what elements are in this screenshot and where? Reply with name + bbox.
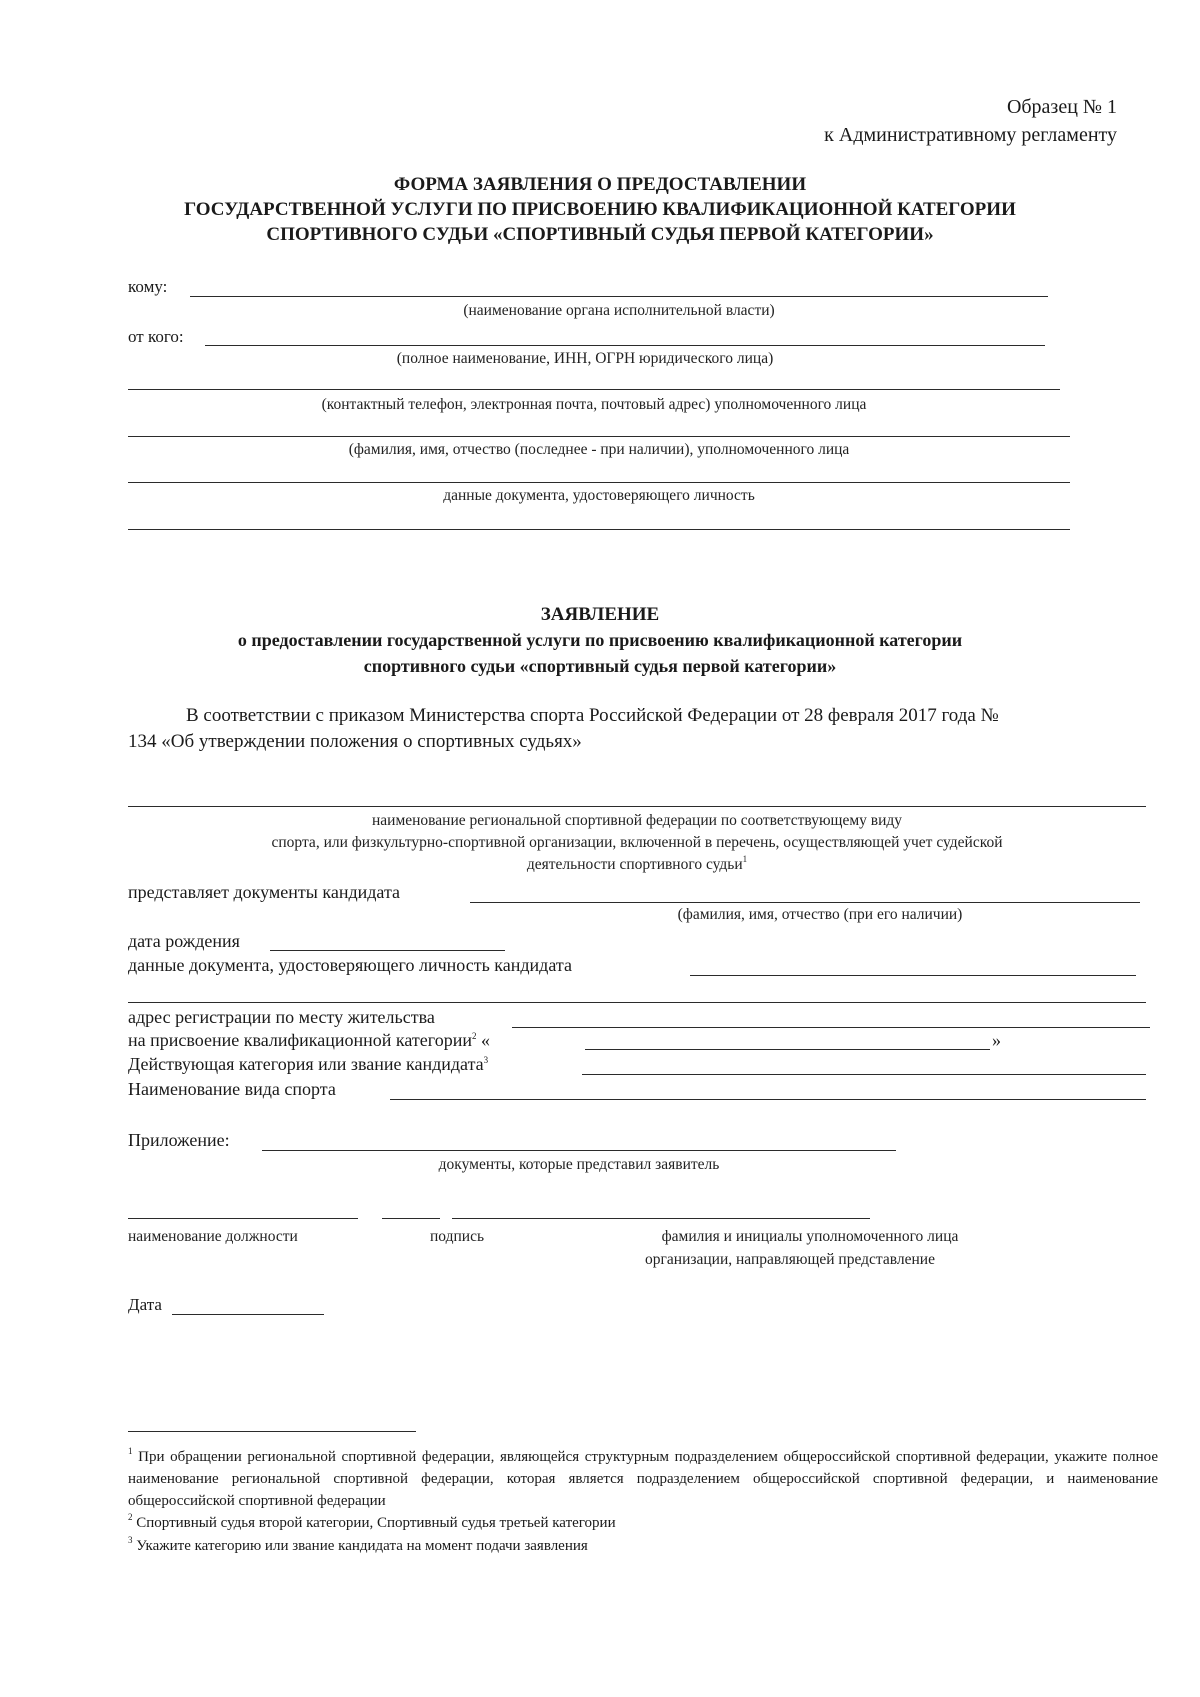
footnote-1: $^1$ При обращении региональной спортивной федерации, являющейся структурным подразделением общероссийской спортивной федерации, укажите полное наименование региональной спортивной федерации, которая является подразделением общероссийской спортивной федерации, и наименование общероссийской спортивной федерации xyxy=(128,1446,1158,1509)
sample-number: Образец № 1 xyxy=(1006,96,1117,118)
appendix-input-line[interactable] xyxy=(262,1150,896,1151)
candidate-label: представляет документы кандидата xyxy=(128,882,401,902)
footnote-separator xyxy=(128,1431,416,1432)
appendix-label: Приложение: xyxy=(128,1130,230,1150)
form-title-line-3: СПОРТИВНОГО СУДЬИ «СПОРТИВНЫЙ СУДЬЯ ПЕРВОЙ КАТЕГОРИИ» xyxy=(266,224,934,245)
federation-caption-1: наименование региональной спортивной федерации по соответствующему виду xyxy=(371,812,903,829)
position-input-line[interactable] xyxy=(128,1218,358,1219)
contact-input-line[interactable] xyxy=(128,389,1060,390)
name-caption-2: организации, направляющей представление xyxy=(645,1251,935,1268)
candidate-caption: (фамилия, имя, отчество (при его наличии) xyxy=(677,906,963,923)
doc-input-line[interactable] xyxy=(128,482,1070,483)
statement-subtitle-2: спортивного судьи «спортивный судья первой категории» xyxy=(363,656,837,676)
from-input-line[interactable] xyxy=(205,345,1045,346)
federation-caption-3: деятельности спортивного судьи$^1$ xyxy=(526,854,748,873)
contact-caption: (контактный телефон, электронная почта, почтовый адрес) уполномоченного лица xyxy=(321,396,867,413)
to-input-line[interactable] xyxy=(190,296,1048,297)
intro-line-2: 134 «Об утверждении положения о спортивных судьях» xyxy=(128,731,582,752)
to-caption: (наименование органа исполнительной власти) xyxy=(463,302,775,319)
intro-line-1: В соответствии с приказом Министерства спорта Российской Федерации от 28 февраля 2017 года № xyxy=(186,705,999,726)
from-label: от кого: xyxy=(128,327,184,346)
address-input-line[interactable] xyxy=(512,1027,1150,1028)
name-input-line[interactable] xyxy=(452,1218,870,1219)
category-input-line[interactable] xyxy=(585,1049,990,1050)
category-close-quote: » xyxy=(992,1030,1001,1050)
regulation-reference: к Административному регламенту xyxy=(824,124,1117,146)
sign-caption: подпись xyxy=(430,1228,485,1245)
to-label: кому: xyxy=(128,277,168,296)
federation-caption-2: спорта, или физкультурно-спортивной организации, включенной в перечень, осуществляющей учет судейской xyxy=(271,834,1003,851)
candidate-doc-input-line[interactable] xyxy=(690,975,1136,976)
birth-label: дата рождения xyxy=(128,931,240,951)
current-category-label: Действующая категория или звание кандидата$^3$ xyxy=(128,1054,489,1074)
address-label: адрес регистрации по месту жительства xyxy=(128,1007,435,1027)
form-title-line-1: ФОРМА ЗАЯВЛЕНИЯ О ПРЕДОСТАВЛЕНИИ xyxy=(393,174,807,195)
doc-label: данные документа, удостоверяющего личность кандидата xyxy=(128,955,572,975)
form-title-line-2: ГОСУДАРСТВЕННОЙ УСЛУГИ ПО ПРИСВОЕНИЮ КВАЛИФИКАЦИОННОЙ КАТЕГОРИИ xyxy=(184,199,1016,220)
position-caption: наименование должности xyxy=(128,1228,298,1245)
category-label: на присвоение квалификационной категории$^2$ « xyxy=(128,1030,490,1050)
doc-caption: данные документа, удостоверяющего личность xyxy=(443,487,755,504)
fio-caption: (фамилия, имя, отчество (последнее - при наличии), уполномоченного лица xyxy=(348,441,850,458)
doc-input-line-2[interactable] xyxy=(128,529,1070,530)
statement-subtitle-1: о предоставлении государственной услуги по присвоению квалификационной категории xyxy=(237,630,963,650)
from-caption: (полное наименование, ИНН, ОГРН юридического лица) xyxy=(396,350,774,367)
appendix-caption: документы, которые представил заявитель xyxy=(438,1156,720,1173)
current-category-input-line[interactable] xyxy=(582,1074,1146,1075)
name-caption-1: фамилия и инициалы уполномоченного лица xyxy=(661,1228,959,1245)
candidate-input-line[interactable] xyxy=(470,902,1140,903)
footnote-2: $^2$ Спортивный судья второй категории, Спортивный судья третьей категории xyxy=(128,1512,616,1531)
sign-input-line[interactable] xyxy=(382,1218,440,1219)
candidate-doc-input-line-2[interactable] xyxy=(128,1002,1146,1003)
fio-input-line[interactable] xyxy=(128,436,1070,437)
sport-input-line[interactable] xyxy=(390,1099,1146,1100)
date-input-line[interactable] xyxy=(172,1314,324,1315)
statement-title: ЗАЯВЛЕНИЕ xyxy=(540,604,660,625)
sport-label: Наименование вида спорта xyxy=(128,1079,336,1099)
birth-input-line[interactable] xyxy=(270,950,505,951)
footnote-3: $^3$ Укажите категорию или звание кандидата на момент подачи заявления xyxy=(128,1535,588,1554)
date-label: Дата xyxy=(128,1295,162,1314)
federation-input-line[interactable] xyxy=(128,806,1146,807)
